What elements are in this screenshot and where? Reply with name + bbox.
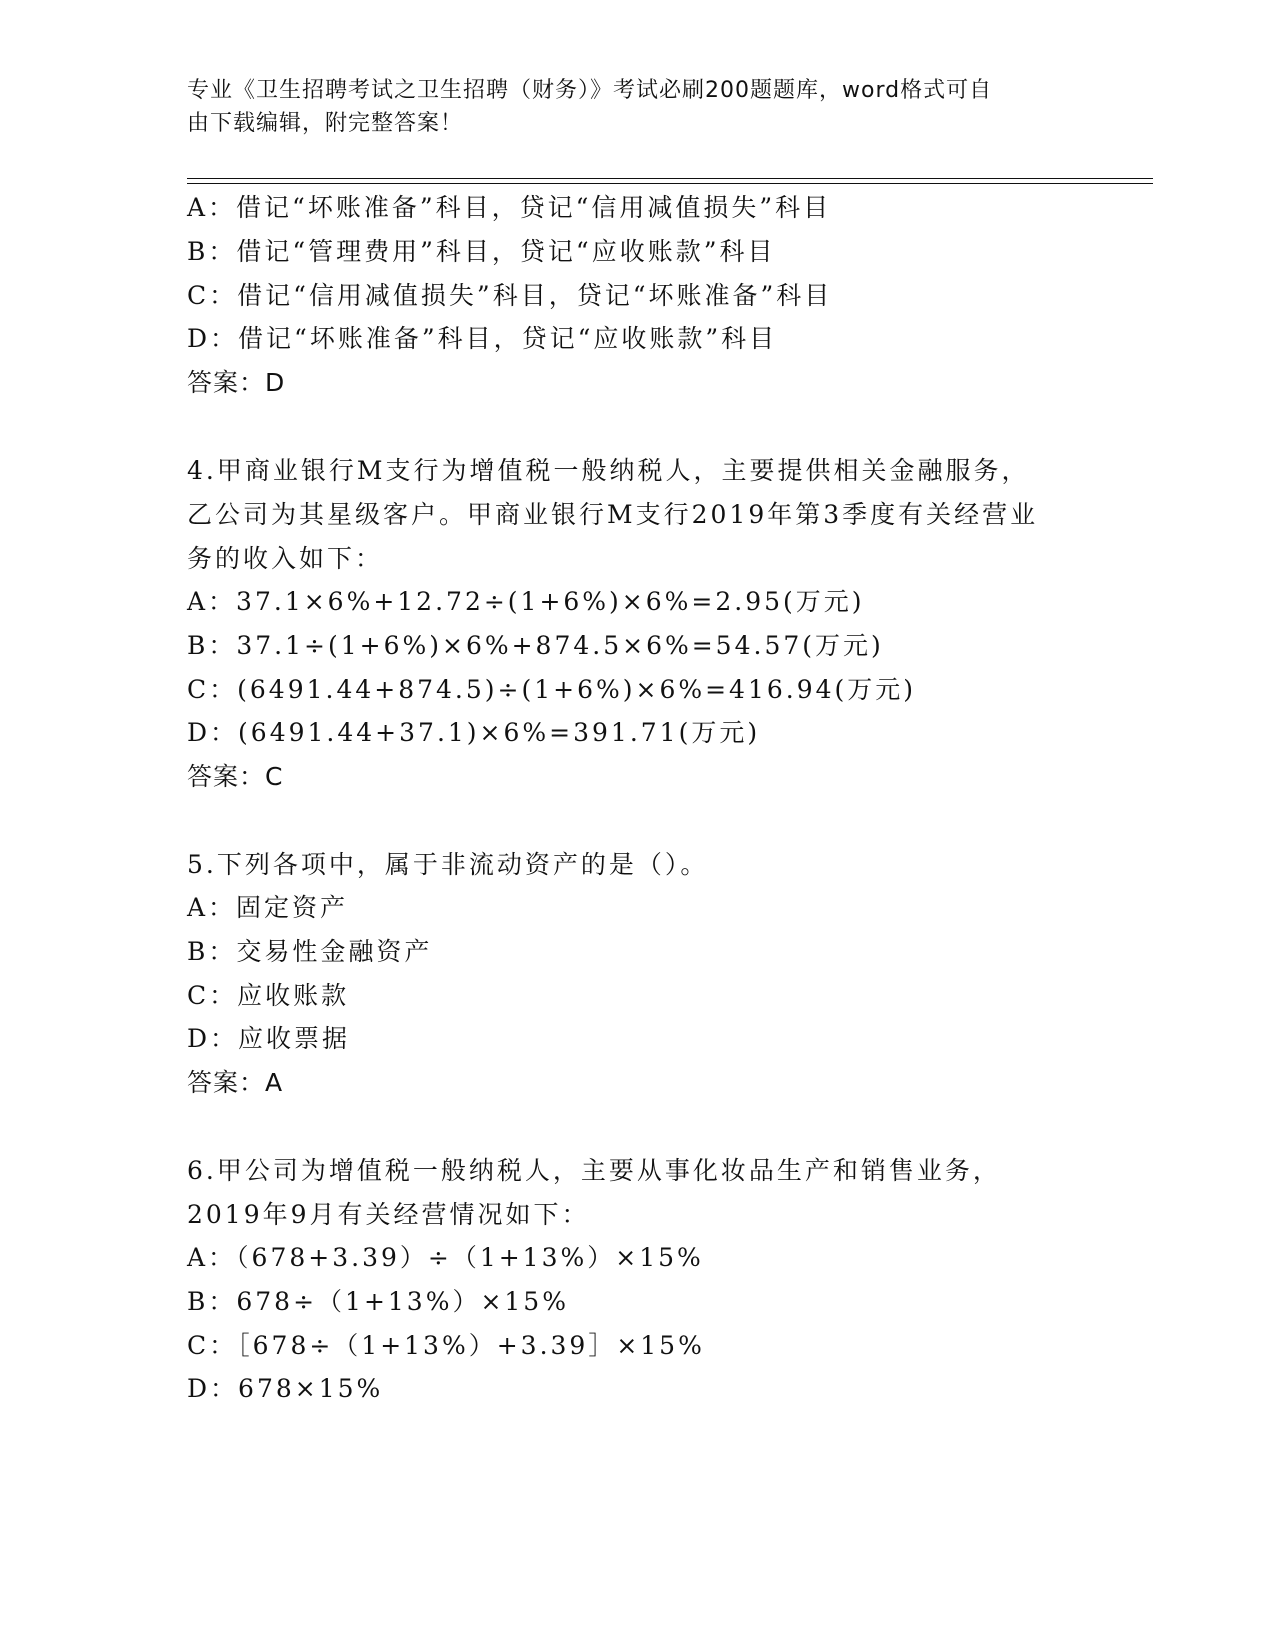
q6-option-b: B：678÷（1+13%）×15% (187, 1287, 569, 1316)
q5-option-c: C：应收账款 (187, 981, 350, 1010)
q5-option-a: A：固定资产 (187, 893, 349, 922)
q3-option-c: C：借记“信用减值损失”科目，贷记“坏账准备”科目 (187, 281, 833, 310)
q4-option-d: D：(6491.44+37.1)×6%=391.71(万元) (187, 718, 761, 747)
q3-answer: 答案：D (187, 368, 286, 397)
q4-option-a: A：37.1×6%+12.72÷(1+6%)×6%=2.95(万元) (187, 587, 865, 616)
q6-option-c: C：［678÷（1+13%）+3.39］×15% (187, 1331, 705, 1360)
q3-option-d: D：借记“坏账准备”科目，贷记“应收账款”科目 (187, 324, 778, 353)
q4-stem-line-1: 4.甲商业银行M支行为增值税一般纳税人，主要提供相关金融服务， (187, 456, 1030, 485)
q4-option-c: C：(6491.44+874.5)÷(1+6%)×6%=416.94(万元) (187, 675, 917, 704)
q3-option-b: B：借记“管理费用”科目，贷记“应收账款”科目 (187, 237, 776, 266)
q6-stem-line-2: 2019年9月有关经营情况如下： (187, 1200, 590, 1229)
q6-option-a: A：（678+3.39）÷（1+13%）×15% (187, 1243, 704, 1272)
q4-answer: 答案：C (187, 762, 284, 791)
q4-option-b: B：37.1÷(1+6%)×6%+874.5×6%=54.57(万元) (187, 631, 884, 660)
header-divider-bottom (187, 183, 1153, 184)
q4-stem-line-3: 务的收入如下： (187, 544, 384, 573)
q4-stem-line-2: 乙公司为其星级客户。甲商业银行M支行2019年第3季度有关经营业 (187, 500, 1039, 529)
document-header (187, 74, 1067, 140)
q5-answer: 答案：A (187, 1068, 284, 1097)
q3-option-a: A：借记“坏账准备”科目，贷记“信用减值损失”科目 (187, 193, 832, 222)
q6-stem-line-1: 6.甲公司为增值税一般纳税人，主要从事化妆品生产和销售业务， (187, 1156, 1001, 1185)
header-divider-top (187, 178, 1153, 179)
header-line-2: 由下载编辑，附完整答案！ (187, 111, 464, 136)
header-line-1: 专业《卫生招聘考试之卫生招聘（财务）》考试必刷200题题库，word格式可自 (187, 78, 993, 103)
q5-stem-line-1: 5.下列各项中，属于非流动资产的是（）。 (187, 850, 709, 879)
q6-option-d: D：678×15% (187, 1374, 384, 1403)
q5-option-b: B：交易性金融资产 (187, 937, 433, 966)
q5-option-d: D：应收票据 (187, 1024, 351, 1053)
